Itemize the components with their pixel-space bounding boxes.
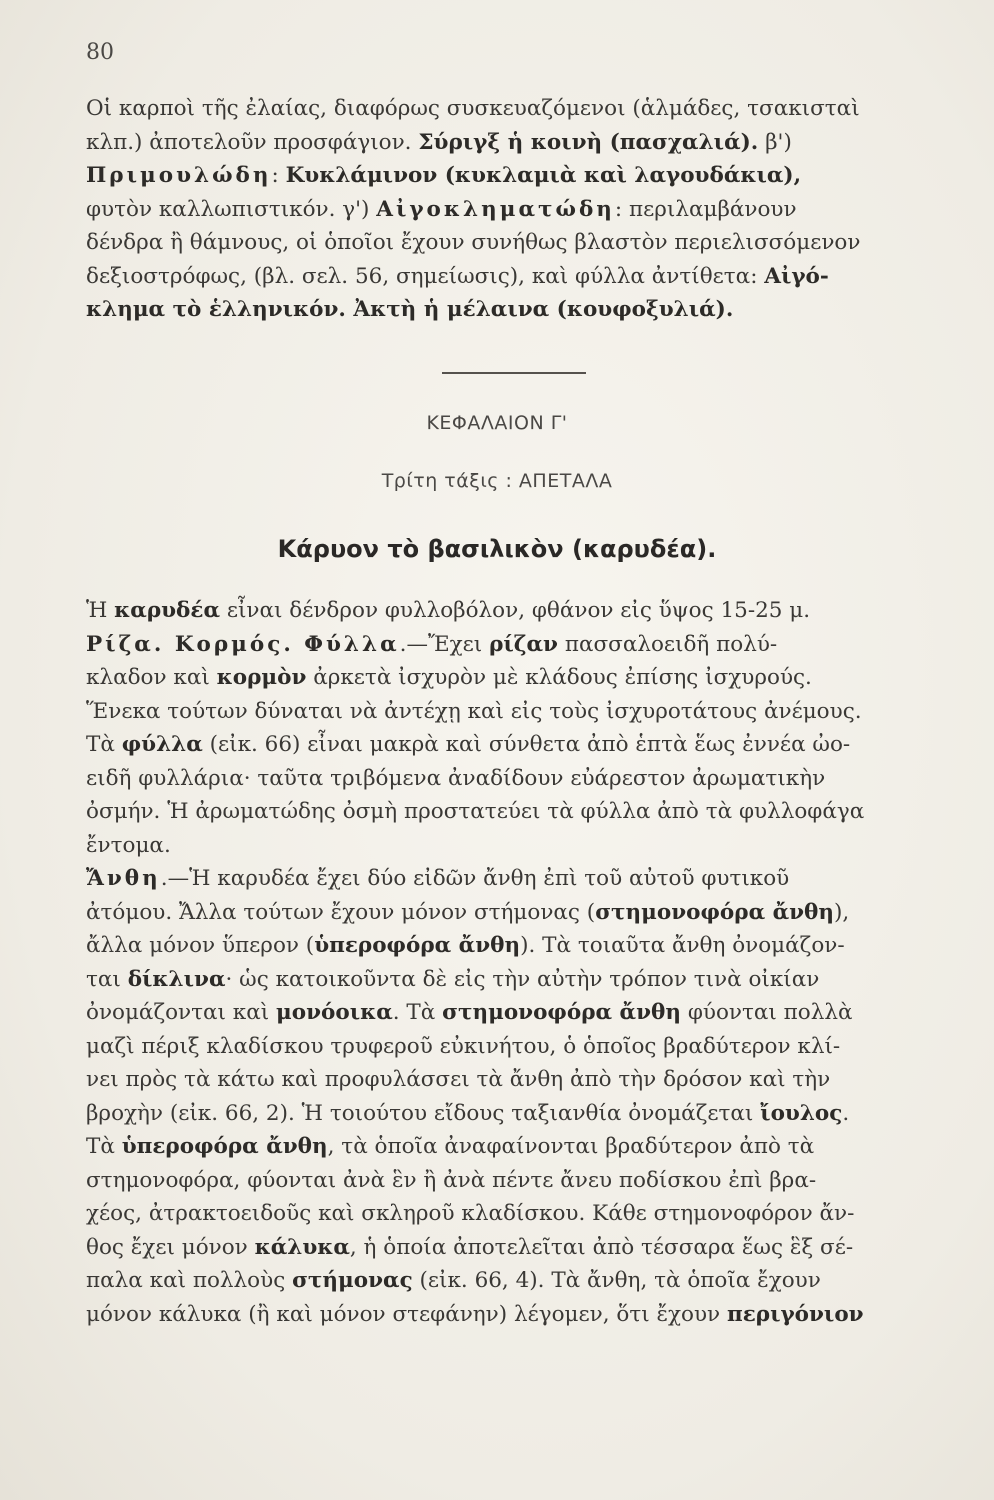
chapter-title: ΚΕΦΑΛΑΙΟΝ Γ' xyxy=(426,412,568,434)
text-line xyxy=(86,929,952,963)
emphasized-text: δίκλινα xyxy=(127,966,226,992)
text-line xyxy=(86,293,952,327)
text-segment: φυτὸν καλλωπιστικόν. γ') xyxy=(86,196,377,222)
text-segment: ). Τὰ τοιαῦτα ἄνθη ὀνομάζον- xyxy=(520,933,845,958)
emphasized-text: Πριμουλώδη xyxy=(86,163,272,188)
text-segment: ), xyxy=(834,899,850,925)
text-segment: μόνον κάλυκα (ἢ καὶ μόνον στεφάνην) λέγομεν, ὅτι ἔχουν xyxy=(86,1301,727,1327)
emphasized-text: ὑπεροφόρα ἄνθη xyxy=(121,1134,328,1159)
text-line xyxy=(86,1130,952,1164)
text-segment: βροχὴν (εἰκ. 66, 2). Ἡ τοιούτου εἴδους ταξιανθία ὀνομάζεται xyxy=(86,1100,761,1126)
text-line xyxy=(86,594,952,628)
text-line xyxy=(86,159,952,193)
text-segment: . xyxy=(842,1100,850,1126)
text-segment: μαζὶ πέριξ κλαδίσκου τρυφεροῦ εὐκινήτου, ὁ ὁποῖος βραδύτερον κλί- xyxy=(86,1033,841,1059)
emphasized-text: ὑπεροφόρα ἄνθη xyxy=(314,933,521,958)
text-line xyxy=(86,762,952,796)
text-line xyxy=(86,1030,952,1064)
emphasized-text: στήμονας xyxy=(292,1268,413,1293)
text-line xyxy=(86,728,952,762)
text-line xyxy=(86,661,952,695)
text-segment: ἀρκετὰ ἰσχυρὸν μὲ κλάδους ἐπίσης ἰσχυρούς. xyxy=(306,665,812,690)
text-line xyxy=(86,1197,952,1231)
text-segment: · ὡς κατοικοῦντα δὲ εἰς τὴν αὐτὴν τρόπον τινὰ οἰκίαν xyxy=(225,966,820,992)
text-segment: : xyxy=(271,163,286,188)
emphasized-text: ρίζαν xyxy=(489,631,558,657)
emphasized-text: κορμὸν xyxy=(216,665,307,690)
text-segment: πασσαλοειδῆ πολύ- xyxy=(557,631,778,657)
text-segment: δένδρα ἢ θάμνους, οἱ ὁποῖοι ἔχουν συνήθως βλαστὸν περιελισσόμενον xyxy=(86,230,861,255)
text-segment: Ἕνεκα τούτων δύναται νὰ ἀντέχῃ καὶ εἰς τοὺς ἰσχυροτάτους ἀνέμους. xyxy=(86,698,862,724)
text-segment: , ἡ ὁποία ἀποτελεῖται ἀπὸ τέσσαρα ἕως ἓξ σέ- xyxy=(349,1234,854,1260)
emphasized-text: στημονοφόρα ἄνθη xyxy=(595,899,835,925)
text-segment: στημονοφόρα, φύονται ἀνὰ ἓν ἢ ἀνὰ πέντε ἄνευ ποδίσκου ἐπὶ βρα- xyxy=(86,1167,817,1193)
text-segment: Τὰ xyxy=(86,732,122,757)
text-segment: Τὰ xyxy=(86,1134,122,1159)
emphasized-text: μονόοικα xyxy=(276,1000,393,1025)
text-segment: ἄλλα μόνον ὕπερον ( xyxy=(86,933,315,958)
text-segment: χέος, ἀτρακτοειδοῦς καὶ σκληροῦ κλαδίσκου. Κάθε στημονοφόρον ἄν- xyxy=(86,1201,855,1226)
emphasized-text: Σύριγξ ἡ κοινὴ (πασχαλιά). xyxy=(418,129,759,155)
emphasized-text: Κυκλάμινον (κυκλαμιὰ καὶ λαγουδάκια), xyxy=(285,163,802,188)
emphasized-text: Ἄνθη xyxy=(86,866,161,891)
text-segment: παλα καὶ πολλοὺς xyxy=(86,1268,293,1293)
text-segment: εἶναι δένδρον φυλλοβόλον, φθάνον εἰς ὕψος 15-25 μ. xyxy=(220,598,811,623)
section-heading: Κάρυον τὸ βασιλικὸν (καρυδέα). xyxy=(277,535,717,563)
text-line xyxy=(86,1231,952,1265)
text-line xyxy=(86,126,952,160)
intro-paragraph xyxy=(86,92,952,327)
text-segment: (εἰκ. 66, 4). Τὰ ἄνθη, τὰ ὁποῖα ἔχουν xyxy=(412,1268,821,1293)
emphasized-text: Αἰγό- xyxy=(764,263,829,289)
text-segment: ἔντομα. xyxy=(86,832,171,858)
body-paragraphs xyxy=(86,594,952,1331)
text-segment: ται xyxy=(86,966,128,992)
emphasized-text: ἴουλος xyxy=(760,1100,843,1126)
text-line xyxy=(86,1164,952,1198)
text-line xyxy=(86,1298,952,1332)
emphasized-text: καρυδέα xyxy=(114,598,221,623)
text-segment: β') xyxy=(758,129,792,155)
text-segment: κλαδον καὶ xyxy=(86,665,217,690)
emphasized-text: Ρίζα. Κορμός. Φύλλα xyxy=(86,631,400,657)
text-segment: : περιλαμβάνουν xyxy=(614,196,797,222)
text-line xyxy=(86,896,952,930)
emphasized-text: Αἰγοκληματώδη xyxy=(376,196,615,222)
text-segment: Οἱ καρποὶ τῆς ἐλαίας, διαφόρως συσκευαζόμενοι (ἁλμάδες, τσακισταὶ xyxy=(86,96,860,121)
emphasized-text: κάλυκα xyxy=(254,1234,350,1260)
text-line xyxy=(86,1264,952,1298)
text-segment: νει πρὸς τὰ κάτω καὶ προφυλάσσει τὰ ἄνθη ἀπὸ τὴν δρόσον καὶ τὴν xyxy=(86,1067,831,1092)
text-line xyxy=(86,628,952,662)
emphasized-text: στημονοφόρα ἄνθη xyxy=(442,1000,681,1025)
text-line xyxy=(86,695,952,729)
text-line xyxy=(86,1063,952,1097)
text-segment: φύονται πολλὰ xyxy=(680,1000,853,1025)
text-line xyxy=(86,996,952,1030)
text-segment: .—Ἡ καρυδέα ἔχει δύο εἰδῶν ἄνθη ἐπὶ τοῦ αὐτοῦ φυτικοῦ xyxy=(160,866,790,891)
text-line xyxy=(86,963,952,997)
text-line xyxy=(86,260,952,294)
text-line xyxy=(86,92,952,126)
text-line xyxy=(86,1097,952,1131)
text-line xyxy=(86,193,952,227)
text-line xyxy=(86,226,952,260)
text-segment: ὀσμήν. Ἡ ἀρωματώδης ὀσμὴ προστατεύει τὰ φύλλα ἀπὸ τὰ φυλλοφάγα xyxy=(86,799,865,824)
page-number: 80 xyxy=(86,40,114,65)
text-segment: . Τὰ xyxy=(392,1000,443,1025)
text-segment: ειδῆ φυλλάρια· ταῦτα τριβόμενα ἀναδίδουν εὐάρεστον ἀρωματικὴν xyxy=(86,765,826,791)
text-segment: , τὰ ὁποῖα ἀναφαίνονται βραδύτερον ἀπὸ τὰ xyxy=(327,1134,815,1159)
section-divider xyxy=(442,372,586,374)
text-line xyxy=(86,862,952,896)
text-segment: θος ἔχει μόνον xyxy=(86,1234,255,1260)
text-line xyxy=(86,795,952,829)
text-segment: ὀνομάζονται καὶ xyxy=(86,1000,277,1025)
text-segment: Ἡ xyxy=(86,598,115,623)
text-line xyxy=(86,829,952,863)
emphasized-text: φύλλα xyxy=(121,732,203,757)
emphasized-text: περιγόνιον xyxy=(726,1301,864,1327)
chapter-subtitle: Τρίτη τάξις : ΑΠΕΤΑΛΑ xyxy=(381,470,613,492)
emphasized-text: κλημα τὸ ἑλληνικόν. Ἀκτὴ ἡ μέλαινα (κουφοξυλιά). xyxy=(86,297,734,322)
text-segment: κλπ.) ἀποτελοῦν προσφάγιον. xyxy=(86,129,419,155)
text-segment: ἀτόμου. Ἄλλα τούτων ἔχουν μόνον στήμονας ( xyxy=(86,899,596,925)
text-segment: δεξιοστρόφως, (βλ. σελ. 56, σημείωσις), καὶ φύλλα ἀντίθετα: xyxy=(86,263,765,289)
text-segment: (εἰκ. 66) εἶναι μακρὰ καὶ σύνθετα ἀπὸ ἑπτὰ ἕως ἐννέα ὠο- xyxy=(202,732,851,757)
text-segment: .—Ἔχει xyxy=(399,631,490,657)
